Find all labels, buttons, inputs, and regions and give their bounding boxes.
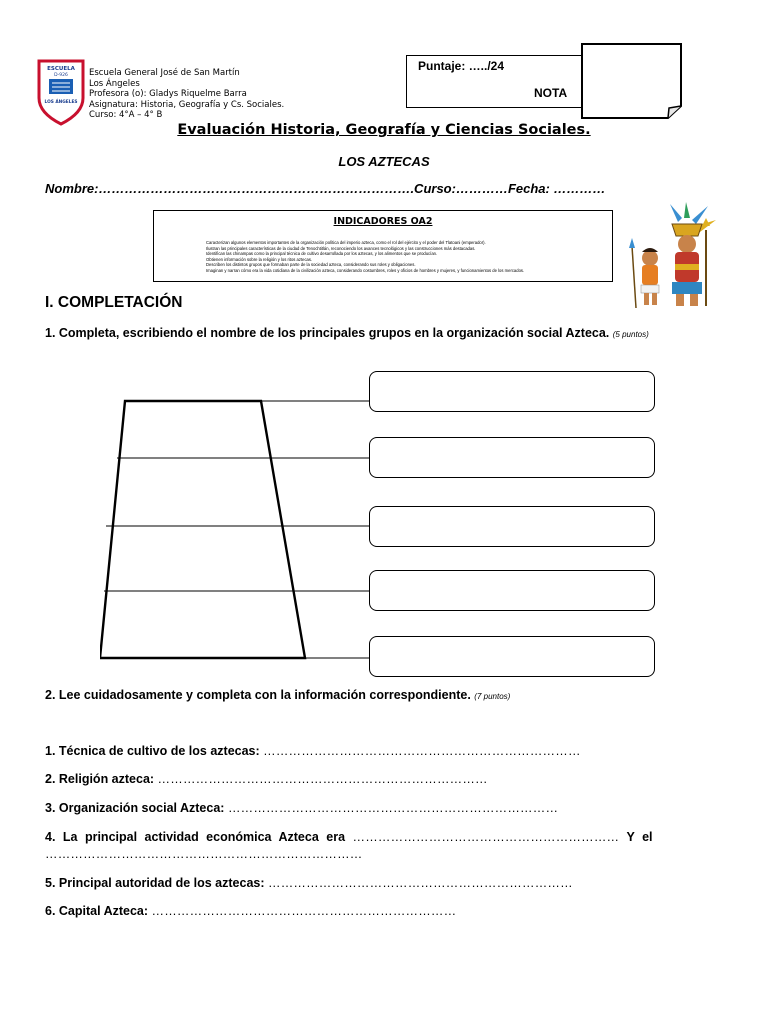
fill-item-1[interactable] bbox=[45, 744, 581, 758]
grade-note-box[interactable] bbox=[580, 42, 684, 120]
fill-item-blank[interactable]: ……………………………………………………… bbox=[352, 830, 620, 844]
fill-item-label: 4. La principal actividad económica Azteca era bbox=[45, 830, 346, 844]
indicator-item: Caracterizan algunos elementos importantes de la organización política del imperio azteca, como el rol del ejército y el poder del Tlatoani (emperador). bbox=[206, 240, 486, 245]
indicators-list bbox=[206, 240, 604, 274]
school-city: Los Ángeles bbox=[89, 78, 140, 89]
fill-item-5[interactable] bbox=[45, 876, 573, 890]
indicator-item: Imaginan y narran cómo era la vida cotidiana de la civilización azteca, considerando costumbres, roles y oficios de hombres y mujeres, y funcionamientos de los mercados. bbox=[206, 267, 525, 273]
fill-item-blank[interactable]: ………………………………………………………………… bbox=[263, 744, 581, 758]
teacher-name: Profesora (o): Gladys Riquelme Barra bbox=[89, 89, 247, 100]
question-1-text: 1. Completa, escribiendo el nombre de los principales grupos en la organización social Azteca. bbox=[45, 326, 610, 340]
fill-item-blank[interactable]: ………………………………………………………………… bbox=[45, 847, 363, 861]
fill-item-label: 1. Técnica de cultivo de los aztecas: bbox=[45, 744, 260, 758]
answer-box-level-3[interactable] bbox=[369, 506, 655, 547]
school-info bbox=[89, 68, 284, 121]
indicator-item: Ilustran las principales características de la ciudad de Tenochtitlán, reconociendo los avances tecnológicos y las construcciones más destacadas. bbox=[206, 245, 476, 251]
indicator-item: Describen los distintos grupos que formaban parte de la sociedad azteca, considerando sus roles y obligaciones. bbox=[206, 262, 416, 268]
aztec-figures-illustration bbox=[620, 202, 722, 310]
indicator-item: Identifican las chinampas como la principal técnica de cultivo desarrollada por los aztecas, y los alimentos que se producían. bbox=[206, 251, 438, 257]
pyramid-outline bbox=[100, 401, 305, 658]
fill-item-suffix: Y el bbox=[626, 830, 653, 844]
fill-item-label: 6. Capital Azteca: bbox=[45, 904, 149, 918]
indicator-item: Obtienen información sobre la religión y los ritos aztecas. bbox=[206, 256, 313, 262]
page-title: Evaluación Historia, Geografía y Ciencias Sociales. bbox=[177, 122, 591, 138]
logo-text-top: ESCUELA bbox=[47, 66, 75, 72]
question-1 bbox=[45, 326, 649, 340]
question-2 bbox=[45, 688, 510, 702]
student-info-line[interactable]: Nombre:……………………………………………………………….Curso:…………Fecha: ………… bbox=[45, 181, 606, 196]
course-name: Curso: 4°A – 4° B bbox=[89, 110, 163, 121]
answer-box-level-2[interactable] bbox=[369, 437, 655, 478]
logo-text-code: D-926 bbox=[54, 73, 68, 78]
subject-name: Asignatura: Historia, Geografía y Cs. Sociales. bbox=[89, 99, 285, 110]
fill-item-4[interactable] bbox=[45, 829, 721, 863]
answer-box-level-4[interactable] bbox=[369, 570, 655, 611]
fill-item-blank[interactable]: …………………………………………………………………… bbox=[157, 772, 488, 786]
nota-label: NOTA bbox=[534, 86, 568, 100]
page-subtitle: LOS AZTECAS bbox=[338, 154, 430, 169]
logo-text-bottom: LOS ÁNGELES bbox=[44, 100, 78, 105]
fill-item-label: 5. Principal autoridad de los aztecas: bbox=[45, 876, 265, 890]
question-1-points: (5 puntos) bbox=[612, 330, 649, 339]
question-2-points: (7 puntos) bbox=[474, 692, 511, 701]
answer-box-level-1[interactable] bbox=[369, 371, 655, 412]
answer-box-level-5[interactable] bbox=[369, 636, 655, 677]
score-label: Puntaje: …../24 bbox=[418, 59, 505, 73]
fill-item-6[interactable] bbox=[45, 904, 456, 918]
fill-item-blank[interactable]: …………………………………………………………………… bbox=[227, 801, 559, 815]
school-name: Escuela General José de San Martín bbox=[89, 68, 240, 78]
question-2-text: 2. Lee cuidadosamente y completa con la información correspondiente. bbox=[45, 688, 471, 702]
fill-item-3[interactable] bbox=[45, 801, 558, 815]
fill-item-2[interactable] bbox=[45, 772, 488, 786]
school-logo bbox=[36, 58, 86, 126]
indicators-title: INDICADORES OA2 bbox=[333, 216, 433, 227]
fill-item-blank[interactable]: ……………………………………………………………… bbox=[268, 876, 573, 890]
section-title: I. COMPLETACIÓN bbox=[45, 294, 183, 311]
fill-item-blank[interactable]: ……………………………………………………………… bbox=[151, 904, 457, 918]
fill-item-label: 3. Organización social Azteca: bbox=[45, 801, 225, 815]
fill-item-label: 2. Religión azteca: bbox=[45, 772, 155, 786]
